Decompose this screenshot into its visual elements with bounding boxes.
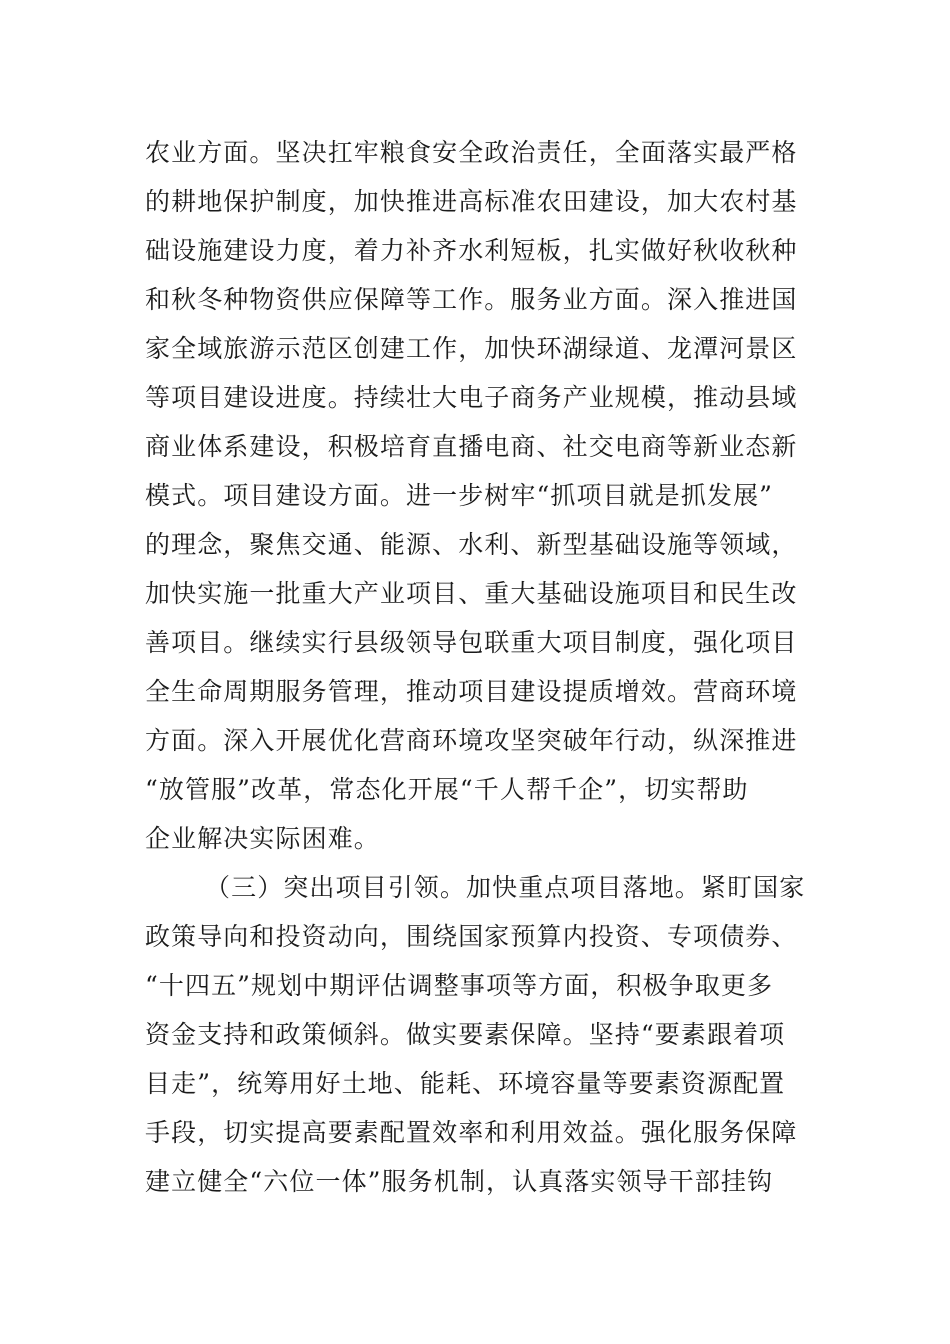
text-line: 企业解决实际困难。 [145, 824, 380, 853]
text-line: 手段，切实提高要素配置效率和利用效益。强化服务保障 [145, 1118, 798, 1147]
text-line: 商业体系建设，积极培育直播电商、社交电商等新业态新 [145, 432, 798, 461]
text-line: 资金支持和政策倾斜。做实要素保障。坚持“要素跟着项 [145, 1020, 786, 1049]
text-line: 农业方面。坚决扛牢粮食安全政治责任，全面落实最严格 [145, 138, 798, 167]
text-line: “十四五”规划中期评估调整事项等方面，积极争取更多 [145, 971, 774, 1000]
text-line: 和秋冬种物资供应保障等工作。服务业方面。深入推进国 [145, 285, 798, 314]
text-line: “放管服”改革，常态化开展“千人帮千企”，切实帮助 [145, 775, 749, 804]
text-line: 方面。深入开展优化营商环境攻坚突破年行动，纵深推进 [145, 726, 798, 755]
text-line: 政策导向和投资动向，围绕国家预算内投资、专项债券、 [145, 922, 798, 951]
text-line: 建立健全“六位一体”服务机制，认真落实领导干部挂钩 [145, 1167, 774, 1196]
paragraph-start-line: （三）突出项目引领。加快重点项目落地。紧盯国家 [205, 873, 806, 902]
text-line: 目走”，统筹用好土地、能耗、环境容量等要素资源配置 [145, 1069, 786, 1098]
text-line: 等项目建设进度。持续壮大电子商务产业规模，推动县域 [145, 383, 798, 412]
body-text [145, 128, 815, 1206]
text-line: 善项目。继续实行县级领导包联重大项目制度，强化项目 [145, 628, 798, 657]
text-line: 的耕地保护制度，加快推进高标准农田建设，加大农村基 [145, 187, 798, 216]
text-line: 的理念，聚焦交通、能源、水利、新型基础设施等领域， [145, 530, 798, 559]
text-line: 家全域旅游示范区创建工作，加快环湖绿道、龙潭河景区 [145, 334, 798, 363]
text-line: 加快实施一批重大产业项目、重大基础设施项目和民生改 [145, 579, 798, 608]
text-line: 全生命周期服务管理，推动项目建设提质增效。营商环境 [145, 677, 798, 706]
text-line: 础设施建设力度，着力补齐水利短板，扎实做好秋收秋种 [145, 236, 798, 265]
text-line: 模式。项目建设方面。进一步树牢“抓项目就是抓发展” [145, 481, 774, 510]
